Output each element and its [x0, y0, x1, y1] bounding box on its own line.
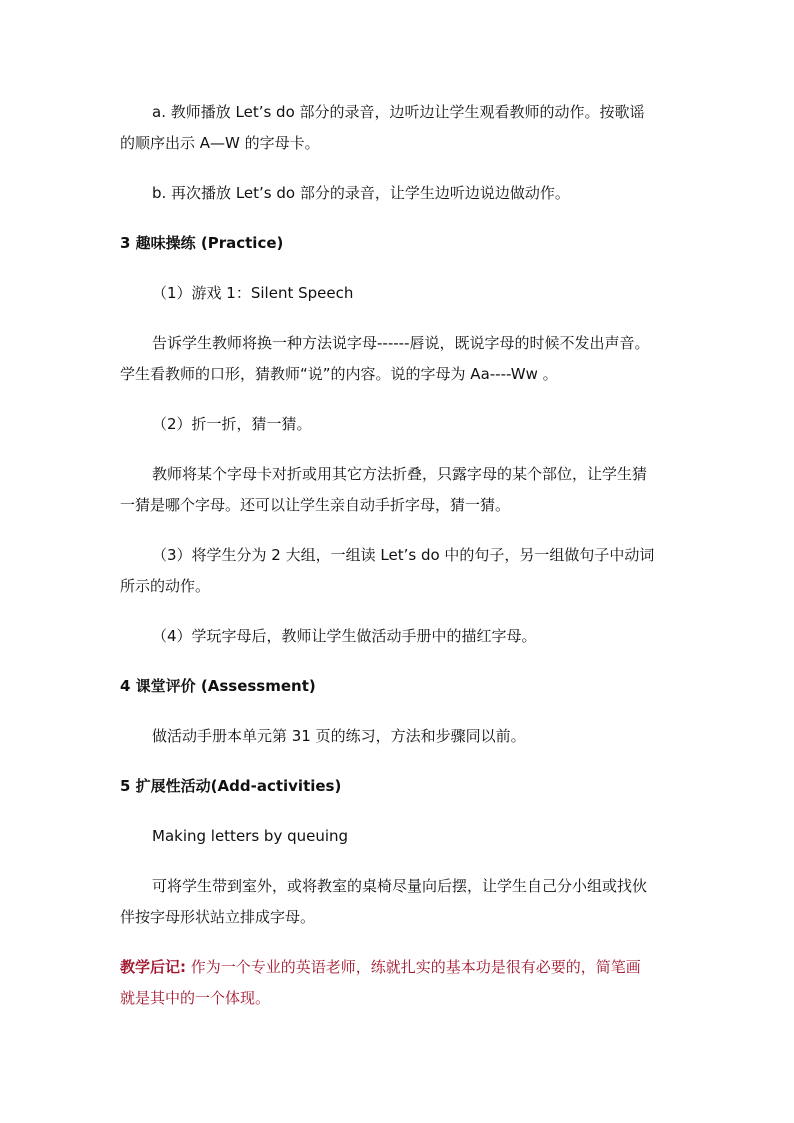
postscript-line-2: 就是其中的一个体现。	[120, 989, 271, 1007]
postscript-label: 教学后记:	[120, 958, 186, 976]
practice-item-1-title: （1）游戏 1：Silent Speech	[152, 284, 354, 302]
postscript-text: 作为一个专业的英语老师，练就扎实的基本功是很有必要的，简笔画	[186, 958, 641, 976]
paragraph-b: b. 再次播放 Let’s do 部分的录音，让学生边听边说边做动作。	[152, 184, 570, 202]
add-activities-title: Making letters by queuing	[152, 827, 349, 845]
heading-add-activities: 5 扩展性活动(Add-activities)	[120, 777, 342, 795]
practice-item-4: （4）学玩字母后，教师让学生做活动手册中的描红字母。	[152, 627, 537, 645]
add-activities-line-1: 可将学生带到室外，或将教室的桌椅尽量向后摆，让学生自己分小组或找伙	[152, 877, 648, 895]
assessment-text: 做活动手册本单元第 31 页的练习，方法和步骤同以前。	[152, 727, 526, 745]
practice-item-1-line-1: 告诉学生教师将换一种方法说字母------唇说，既说字母的时候不发出声音。	[152, 334, 650, 352]
practice-item-3-line-1: （3）将学生分为 2 大组，一组读 Let’s do 中的句子，另一组做句子中动词	[152, 546, 655, 564]
practice-item-2-title: （2）折一折，猜一猜。	[152, 415, 312, 433]
heading-assessment: 4 课堂评价 (Assessment)	[120, 677, 316, 695]
practice-item-3-line-2: 所示的动作。	[120, 577, 211, 595]
paragraph-a-line-1: a. 教师播放 Let’s do 部分的录音，边听边让学生观看教师的动作。按歌谣	[152, 103, 645, 121]
practice-item-2-line-1: 教师将某个字母卡对折或用其它方法折叠，只露字母的某个部位，让学生猜	[152, 465, 648, 483]
add-activities-line-2: 伴按字母形状站立排成字母。	[120, 908, 316, 926]
postscript-line-1	[120, 957, 680, 977]
paragraph-a-line-2: 的顺序出示 A—W 的字母卡。	[120, 134, 320, 152]
practice-item-2-line-2: 一猜是哪个字母。还可以让学生亲自动手折字母，猜一猜。	[120, 496, 511, 514]
heading-practice: 3 趣味操练 (Practice)	[120, 234, 284, 252]
practice-item-1-line-2: 学生看教师的口形，猜教师“说”的内容。说的字母为 Aa----Ww 。	[120, 365, 558, 383]
